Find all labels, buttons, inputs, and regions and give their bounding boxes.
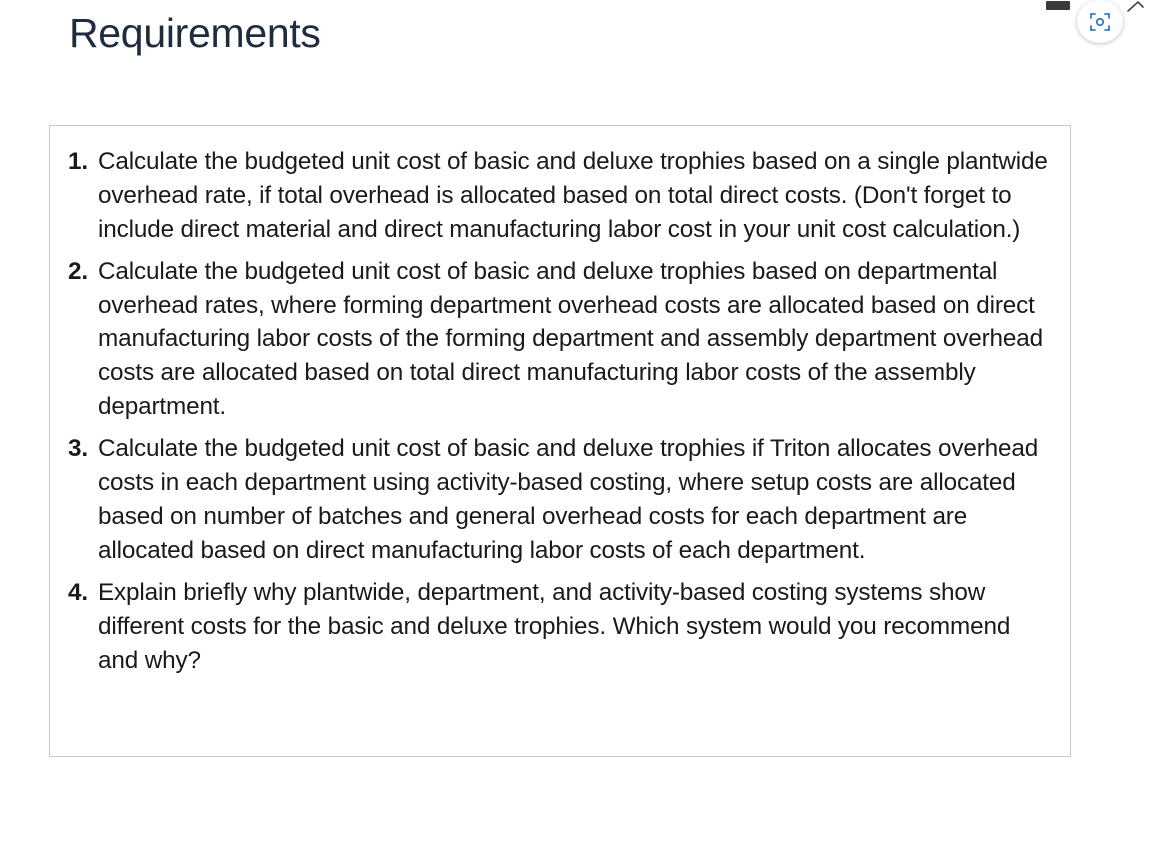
requirement-text: Calculate the budgeted unit cost of basic and deluxe trophies based on departmental overhead rates, where forming department overhead costs are allocated based on direct manufacturing labor costs of the forming department and assembly department overhead costs are allocated based on total direct manufacturing labor costs of the assembly department. bbox=[98, 257, 1043, 421]
requirement-number: 4. bbox=[68, 579, 88, 607]
window-controls bbox=[1040, 0, 1149, 50]
requirement-text: Calculate the budgeted unit cost of basic and deluxe trophies based on a single plantwide overhead rate, if total overhead is allocated based on total direct costs. (Don't forget to include direct material and direct manufacturing labor cost in your unit cost calculation.) bbox=[98, 148, 1048, 243]
scan-focus-icon bbox=[1088, 10, 1112, 34]
requirement-number: 2. bbox=[68, 257, 88, 285]
list-item bbox=[68, 432, 1070, 567]
scan-button[interactable] bbox=[1077, 0, 1123, 43]
requirement-text: Calculate the budgeted unit cost of basic and deluxe trophies if Triton allocates overhead costs in each department using activity-based costing, where setup costs are allocated based on number of batches and general overhead costs for each department are allocated based on direct manufacturing labor costs of each department. bbox=[98, 435, 1039, 564]
page-title: Requirements bbox=[69, 10, 321, 56]
requirements-list bbox=[50, 145, 1070, 677]
list-item bbox=[68, 145, 1070, 246]
expand-icon[interactable] bbox=[1126, 0, 1146, 12]
requirements-panel bbox=[49, 125, 1071, 757]
requirement-number: 1. bbox=[68, 148, 88, 175]
requirement-number: 3. bbox=[68, 435, 88, 463]
list-item bbox=[68, 576, 1070, 677]
minimize-icon[interactable] bbox=[1046, 1, 1070, 10]
list-item bbox=[68, 255, 1070, 424]
requirement-text: Explain briefly why plantwide, department, and activity-based costing systems show different costs for the basic and deluxe trophies. Which system would you recommend and why? bbox=[98, 579, 1011, 674]
